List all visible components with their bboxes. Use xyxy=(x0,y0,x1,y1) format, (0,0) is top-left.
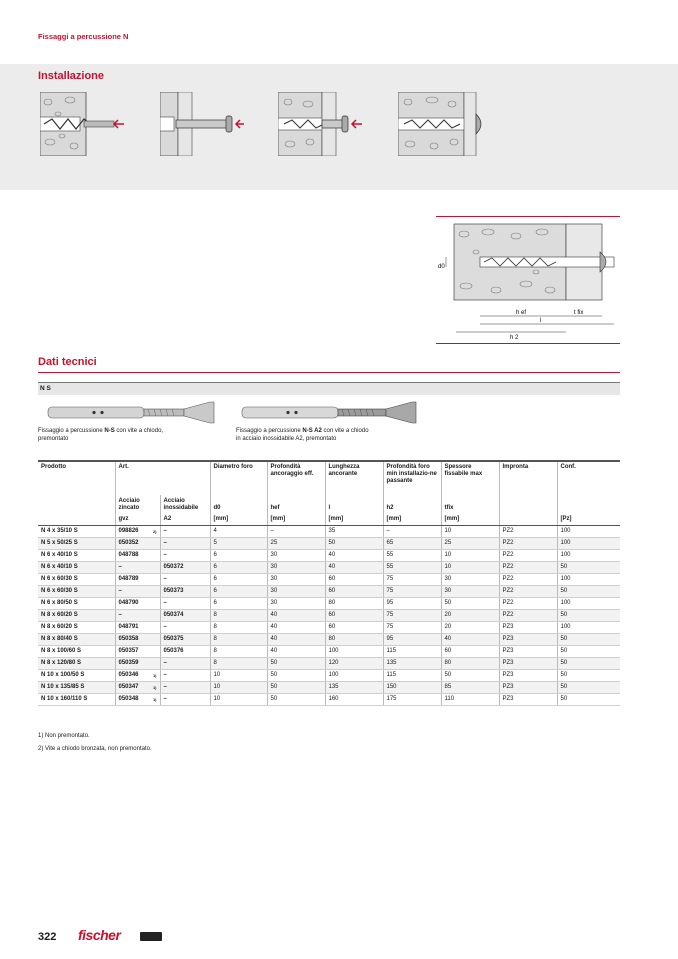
table-cell: 55 xyxy=(383,550,441,562)
table-cell: 60 xyxy=(325,622,383,634)
table-cell: 6 xyxy=(210,562,267,574)
table-cell: 10 xyxy=(210,670,267,682)
col-header-acciaio-zincato: Acciaio zincato xyxy=(115,495,160,514)
table-cell: 050359 xyxy=(115,658,160,670)
col-header-spessore: Spessore fissabile max xyxy=(441,461,499,495)
table-cell: 175 xyxy=(383,694,441,706)
table-cell: 50 xyxy=(267,682,325,694)
table-cell: 35 xyxy=(325,526,383,538)
col-header-prodotto: Prodotto xyxy=(38,461,115,495)
table-cell: – xyxy=(115,586,160,598)
table-cell: 50 xyxy=(267,670,325,682)
table-cell: N 8 x 120/80 S xyxy=(38,658,115,670)
installation-title: Installazione xyxy=(38,70,105,82)
dimension-drawing xyxy=(436,216,620,344)
table-cell: PZ2 xyxy=(499,550,557,562)
table-cell: 50 xyxy=(325,538,383,550)
table-cell: 30 xyxy=(267,562,325,574)
col-header-conf: Conf. xyxy=(557,461,620,495)
table-cell: N 6 x 60/30 S xyxy=(38,586,115,598)
table-cell: 100 xyxy=(557,598,620,610)
installation-band xyxy=(0,64,678,190)
table-cell: 30 xyxy=(267,574,325,586)
table-cell: 30 xyxy=(267,586,325,598)
table-cell: N 10 x 160/110 S xyxy=(38,694,115,706)
table-cell: 30 xyxy=(441,586,499,598)
table-row xyxy=(38,670,620,682)
table-cell: 050373 xyxy=(160,586,210,598)
table-cell: 60 xyxy=(325,610,383,622)
table-cell: 30 xyxy=(267,550,325,562)
table-cell: N 6 x 40/10 S xyxy=(38,562,115,574)
table-cell: – xyxy=(160,658,210,670)
table-cell: N 8 x 60/20 S xyxy=(38,622,115,634)
table-cell: PZ2 xyxy=(499,562,557,574)
table-row xyxy=(38,634,620,646)
table-cell: – xyxy=(160,526,210,538)
table-cell: 5 xyxy=(210,538,267,550)
table-cell: 50 xyxy=(557,634,620,646)
table-cell: 100 xyxy=(557,526,620,538)
table-cell: 10 xyxy=(441,562,499,574)
table-cell: PZ3 xyxy=(499,694,557,706)
table-cell: PZ3 xyxy=(499,646,557,658)
table-cell: PZ2 xyxy=(499,598,557,610)
table-cell: 40 xyxy=(267,610,325,622)
footnote-1: 1) Non premontato. xyxy=(38,733,90,739)
table-cell: 10 xyxy=(441,526,499,538)
dimension-d0-label: d0 xyxy=(438,264,445,270)
table-cell: 50 xyxy=(557,658,620,670)
table-cell: 50 xyxy=(557,670,620,682)
table-cell: N 10 x 100/50 S xyxy=(38,670,115,682)
dati-tecnici-title: Dati tecnici xyxy=(38,356,97,368)
table-cell: 100 xyxy=(557,622,620,634)
table-cell: 50 xyxy=(557,682,620,694)
table-cell: 50 xyxy=(557,562,620,574)
table-cell: 100 xyxy=(557,550,620,562)
col-header-diametro: Diametro foro xyxy=(210,461,267,495)
col-header-lunghezza: Lunghezza ancorante xyxy=(325,461,383,495)
table-row xyxy=(38,622,620,634)
table-cell: 80 xyxy=(325,598,383,610)
table-cell: PZ2 xyxy=(499,586,557,598)
table-cell: 048791 xyxy=(115,622,160,634)
table-cell: 098826 2) xyxy=(115,526,160,538)
table-cell: 80 xyxy=(441,658,499,670)
table-cell: 75 xyxy=(383,586,441,598)
table-cell: 60 xyxy=(325,574,383,586)
table-cell: 050372 xyxy=(160,562,210,574)
table-cell: PZ3 xyxy=(499,634,557,646)
dimension-l-label: l xyxy=(540,318,542,324)
table-cell: 100 xyxy=(325,670,383,682)
col-header-profondita: Profondità ancoraggio eff. xyxy=(267,461,325,495)
table-cell: 50 xyxy=(267,658,325,670)
product-caption-ns-a2: Fissaggio a percussione N-S A2 con vite a chiodo in acciaio inossidabile A2, premontato xyxy=(236,428,369,442)
dati-tecnici-rule xyxy=(38,372,620,373)
table-cell: 10 xyxy=(210,682,267,694)
table-row xyxy=(38,550,620,562)
table-cell: – xyxy=(115,610,160,622)
table-cell: N 8 x 100/60 S xyxy=(38,646,115,658)
install-step-drill-illustration xyxy=(40,92,124,156)
table-cell: 6 xyxy=(210,598,267,610)
table-cell: 50 xyxy=(557,694,620,706)
footnote-ref: 1) xyxy=(152,697,157,702)
table-cell: N 8 x 80/40 S xyxy=(38,634,115,646)
table-cell: 8 xyxy=(210,658,267,670)
brand-logo: fischer xyxy=(78,927,121,943)
install-step-hammer-illustration xyxy=(278,92,362,156)
table-cell: 60 xyxy=(325,586,383,598)
table-cell: 50 xyxy=(557,646,620,658)
unit-mm: [mm] xyxy=(267,514,325,526)
table-cell: 60 xyxy=(441,646,499,658)
table-cell: 10 xyxy=(210,694,267,706)
table-row xyxy=(38,574,620,586)
unit-mm: [mm] xyxy=(441,514,499,526)
symbol-tfix: tfix xyxy=(441,495,499,514)
product-image-ns xyxy=(44,397,220,427)
table-unit-row xyxy=(38,514,620,526)
table-cell: 75 xyxy=(383,610,441,622)
unit-pz: [Pz] xyxy=(557,514,620,526)
table-cell: – xyxy=(160,574,210,586)
product-caption-ns: Fissaggio a percussione N-S con vite a chiodo, premontato xyxy=(38,428,164,442)
ns-group-label: N S xyxy=(40,385,51,392)
table-cell: 55 xyxy=(383,562,441,574)
table-cell: 25 xyxy=(267,538,325,550)
table-row xyxy=(38,646,620,658)
footnote-ref: 1) xyxy=(152,673,157,678)
table-cell: – xyxy=(160,538,210,550)
footnotes xyxy=(38,730,152,756)
table-cell: – xyxy=(115,562,160,574)
table-cell: PZ3 xyxy=(499,682,557,694)
technical-data-table xyxy=(38,460,620,706)
unit-mm: [mm] xyxy=(210,514,267,526)
table-cell: 150 xyxy=(383,682,441,694)
table-cell: 95 xyxy=(383,634,441,646)
table-cell: 048790 xyxy=(115,598,160,610)
table-cell: 115 xyxy=(383,670,441,682)
table-body xyxy=(38,526,620,706)
table-row xyxy=(38,538,620,550)
table-cell: 20 xyxy=(441,610,499,622)
unit-mm: [mm] xyxy=(383,514,441,526)
table-cell: 40 xyxy=(325,562,383,574)
table-cell: 40 xyxy=(267,622,325,634)
table-cell: 050375 xyxy=(160,634,210,646)
table-cell: 65 xyxy=(383,538,441,550)
ns-group-band xyxy=(38,382,620,395)
symbol-d0: d0 xyxy=(210,495,267,514)
footnote-ref: 2) xyxy=(152,529,157,534)
table-cell: 048789 xyxy=(115,574,160,586)
table-row xyxy=(38,562,620,574)
table-cell: PZ2 xyxy=(499,538,557,550)
install-step-insert-illustration xyxy=(160,92,244,156)
sub-gvz: gvz xyxy=(115,514,160,526)
table-row xyxy=(38,598,620,610)
sub-a2: A2 xyxy=(160,514,210,526)
table-cell: – xyxy=(160,598,210,610)
table-cell: 135 xyxy=(325,682,383,694)
table-cell: – xyxy=(383,526,441,538)
table-cell: 160 xyxy=(325,694,383,706)
col-header-profondita-foro: Profondità foro min installazio-ne passante xyxy=(383,461,441,495)
dimension-rule-top xyxy=(436,216,620,217)
table-row xyxy=(38,610,620,622)
table-cell: 40 xyxy=(267,646,325,658)
footnote-ref: 1) xyxy=(152,685,157,690)
table-cell: 95 xyxy=(383,598,441,610)
table-cell: 10 xyxy=(441,550,499,562)
table-cell: 048788 xyxy=(115,550,160,562)
table-cell: – xyxy=(160,694,210,706)
table-cell: PZ3 xyxy=(499,658,557,670)
table-cell: 120 xyxy=(325,658,383,670)
table-cell: 6 xyxy=(210,550,267,562)
table-cell: 8 xyxy=(210,646,267,658)
table-row xyxy=(38,526,620,538)
table-cell: 50 xyxy=(441,598,499,610)
table-cell: 75 xyxy=(383,622,441,634)
table-cell: 050347 1) xyxy=(115,682,160,694)
table-cell: 050357 xyxy=(115,646,160,658)
table-cell: 30 xyxy=(441,574,499,586)
header-section-label: Fissaggi a percussione N xyxy=(38,32,129,41)
symbol-h2: h2 xyxy=(383,495,441,514)
table-cell: 050352 xyxy=(115,538,160,550)
col-header-acciaio-inox: Acciaio inossidabile xyxy=(160,495,210,514)
table-cell: N 6 x 40/10 S xyxy=(38,550,115,562)
table-cell: 050358 xyxy=(115,634,160,646)
page-number: 322 xyxy=(38,931,57,943)
table-subheader-row xyxy=(38,495,620,514)
table-cell: N 4 x 35/10 S xyxy=(38,526,115,538)
table-cell: 50 xyxy=(441,670,499,682)
col-header-impronta: Impronta xyxy=(499,461,557,495)
dimension-rule-bottom xyxy=(436,343,620,344)
dimension-hef-label: h ef xyxy=(516,310,527,316)
col-header-art: Art. xyxy=(115,461,210,495)
table-cell: 115 xyxy=(383,646,441,658)
install-step-installed-illustration xyxy=(398,92,482,156)
table-cell: 75 xyxy=(383,574,441,586)
table-cell: PZ2 xyxy=(499,610,557,622)
table-cell: 4 xyxy=(210,526,267,538)
table-cell: PZ3 xyxy=(499,670,557,682)
table-cell: 6 xyxy=(210,586,267,598)
table-cell: – xyxy=(160,670,210,682)
table-cell: 8 xyxy=(210,622,267,634)
table-cell: 25 xyxy=(441,538,499,550)
table-cell: – xyxy=(160,622,210,634)
table-row xyxy=(38,682,620,694)
table-cell: 80 xyxy=(325,634,383,646)
table-cell: 30 xyxy=(267,598,325,610)
table-cell: N 8 x 60/20 S xyxy=(38,610,115,622)
table-row xyxy=(38,658,620,670)
product-image-ns-a2 xyxy=(238,397,424,427)
table-header-row xyxy=(38,461,620,495)
table-cell: – xyxy=(267,526,325,538)
table-cell: 40 xyxy=(441,634,499,646)
table-cell: N 10 x 135/85 S xyxy=(38,682,115,694)
table-cell: 40 xyxy=(267,634,325,646)
table-cell: 050376 xyxy=(160,646,210,658)
table-cell: 8 xyxy=(210,610,267,622)
anchor-dimension-diagram xyxy=(436,222,620,340)
table-cell: 50 xyxy=(267,694,325,706)
table-cell: N 5 x 50/25 S xyxy=(38,538,115,550)
table-cell: 100 xyxy=(557,538,620,550)
table-cell: PZ2 xyxy=(499,574,557,586)
table-cell: 050348 1) xyxy=(115,694,160,706)
table-cell: – xyxy=(160,550,210,562)
table-cell: N 6 x 60/30 S xyxy=(38,574,115,586)
table-cell: 20 xyxy=(441,622,499,634)
table-cell: 8 xyxy=(210,634,267,646)
table-cell: PZ3 xyxy=(499,622,557,634)
dimension-h2-label: h 2 xyxy=(510,335,519,340)
table-cell: 85 xyxy=(441,682,499,694)
footnote-2: 2) Vite a chiodo bronzata, non premontato. xyxy=(38,746,152,752)
table-row xyxy=(38,694,620,706)
table-cell: 135 xyxy=(383,658,441,670)
brand-badge-icon xyxy=(140,932,162,941)
symbol-l: l xyxy=(325,495,383,514)
table-cell: 6 xyxy=(210,574,267,586)
table-cell: 050346 1) xyxy=(115,670,160,682)
unit-mm: [mm] xyxy=(325,514,383,526)
table-cell: 100 xyxy=(557,574,620,586)
dimension-tfix-label: t fix xyxy=(574,310,584,316)
table-cell: PZ2 xyxy=(499,526,557,538)
table-cell: N 6 x 80/50 S xyxy=(38,598,115,610)
symbol-hef: hef xyxy=(267,495,325,514)
table-cell: 050374 xyxy=(160,610,210,622)
table-cell: 50 xyxy=(557,610,620,622)
table-cell: 100 xyxy=(325,646,383,658)
table-cell: 110 xyxy=(441,694,499,706)
table-cell: 40 xyxy=(325,550,383,562)
table-row xyxy=(38,586,620,598)
table-cell: – xyxy=(160,682,210,694)
table-cell: 50 xyxy=(557,586,620,598)
